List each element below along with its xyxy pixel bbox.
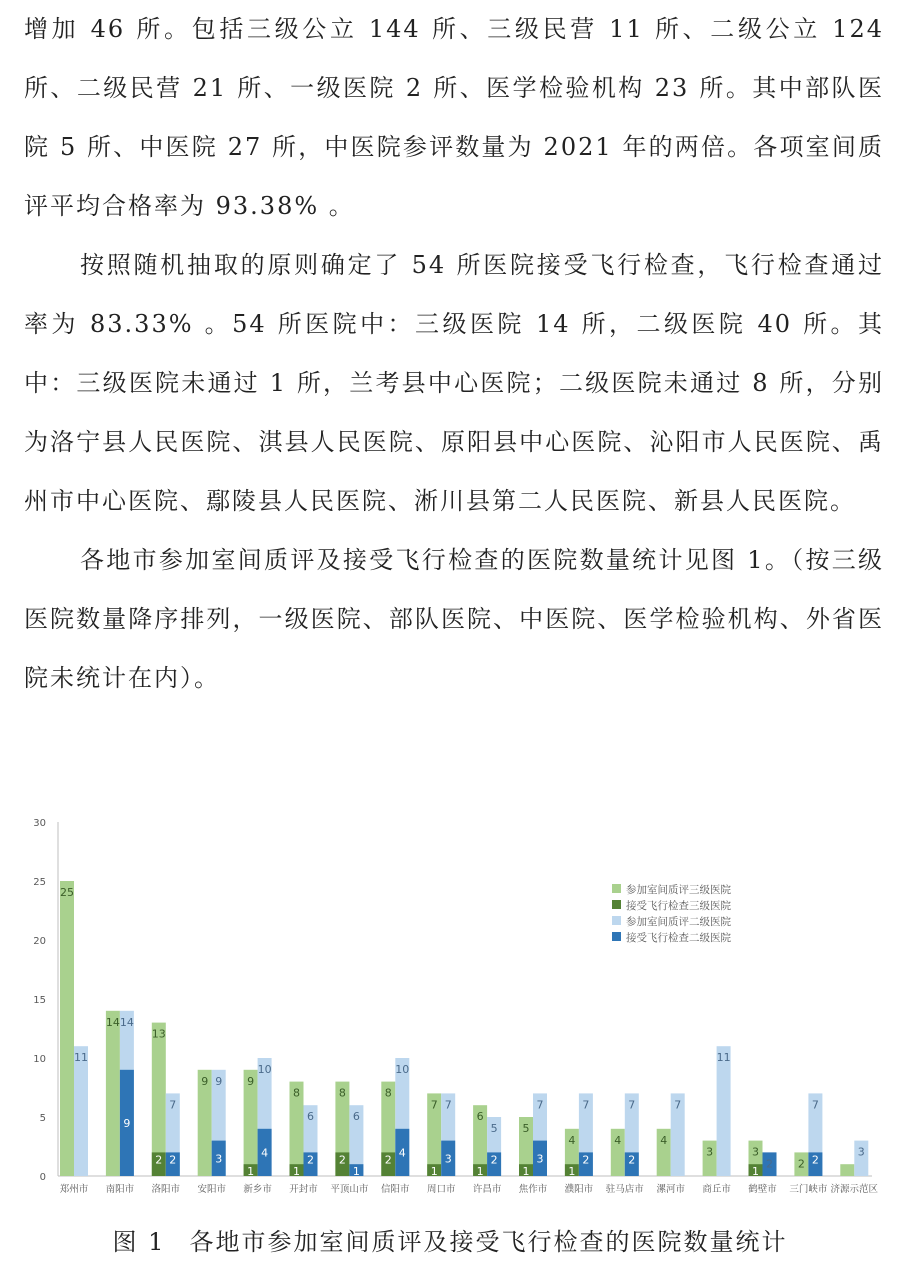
bar-value-label: 7 bbox=[811, 1098, 819, 1112]
y-tick-label: 10 bbox=[33, 1054, 46, 1065]
bar-value-label: 1 bbox=[476, 1165, 484, 1179]
bar-value-label: 13 bbox=[151, 1027, 166, 1041]
x-tick-label: 洛阳市 bbox=[151, 1184, 181, 1195]
bar-value-label: 2 bbox=[155, 1153, 163, 1167]
x-tick-label: 济源示范区 bbox=[830, 1184, 879, 1195]
y-tick-label: 15 bbox=[33, 995, 46, 1006]
bar-value-label: 9 bbox=[201, 1074, 209, 1088]
bar-value-label: 1 bbox=[568, 1165, 576, 1179]
bar-value-label: 7 bbox=[444, 1098, 452, 1112]
legend-swatch-3 bbox=[612, 916, 621, 925]
bar-value-label: 7 bbox=[536, 1098, 544, 1112]
x-tick-label: 平顶山市 bbox=[330, 1184, 369, 1195]
bar-value-label: 2 bbox=[766, 1157, 773, 1171]
bar-value-label: 2 bbox=[811, 1153, 819, 1167]
bar-value-label: 5 bbox=[522, 1122, 530, 1135]
bar-value-label: 7 bbox=[169, 1098, 177, 1112]
bar-value-label: 7 bbox=[582, 1098, 590, 1112]
y-tick-label: 5 bbox=[39, 1113, 46, 1124]
bar-value-label: 4 bbox=[568, 1133, 576, 1147]
x-tick-label: 三门峡市 bbox=[789, 1184, 828, 1195]
legend-swatch-4 bbox=[612, 932, 621, 941]
bar-value-label: 1 bbox=[752, 1165, 759, 1179]
bar-value-label: 8 bbox=[338, 1086, 346, 1100]
bar-value-label: 2 bbox=[582, 1153, 590, 1167]
bar-value-label: 8 bbox=[384, 1086, 392, 1100]
bar-value-label: 2 bbox=[307, 1153, 314, 1167]
bar-value-label: 8 bbox=[293, 1086, 300, 1100]
bar-1 bbox=[60, 881, 74, 1176]
chart-svg bbox=[22, 808, 882, 1208]
bar-value-label: 10 bbox=[257, 1063, 272, 1076]
bar-value-label: 3 bbox=[706, 1145, 714, 1159]
bar-value-label: 4 bbox=[398, 1146, 406, 1160]
y-tick-label: 0 bbox=[39, 1172, 46, 1183]
bar-value-label: 2 bbox=[338, 1153, 346, 1167]
legend-swatch-1 bbox=[612, 884, 621, 893]
bar-value-label: 1 bbox=[430, 1165, 438, 1179]
bar-value-label: 14 bbox=[119, 1015, 134, 1029]
bar-value-label: 5 bbox=[490, 1122, 498, 1135]
x-tick-label: 焦作市 bbox=[518, 1184, 548, 1195]
bar-value-label: 1 bbox=[522, 1165, 530, 1179]
bar-value-label: 2 bbox=[628, 1153, 636, 1167]
bar-value-label: 1 bbox=[352, 1165, 360, 1179]
bar-value-label: 3 bbox=[752, 1145, 759, 1159]
bar-value-label: 10 bbox=[395, 1063, 410, 1076]
body-text bbox=[24, 0, 884, 708]
x-tick-label: 开封市 bbox=[289, 1184, 318, 1195]
hospital-count-chart bbox=[22, 808, 882, 1208]
bar-value-label: 2 bbox=[384, 1153, 392, 1167]
legend-label-2: 接受飞行检查三级医院 bbox=[626, 900, 731, 912]
bar-value-label: 2 bbox=[169, 1153, 177, 1167]
figure-caption-label: 图 1 bbox=[112, 1228, 166, 1256]
bar-value-label: 3 bbox=[857, 1145, 865, 1159]
bar-value-label: 7 bbox=[430, 1098, 438, 1112]
bar-value-label: 9 bbox=[247, 1074, 255, 1088]
bar-value-label: 9 bbox=[215, 1074, 223, 1088]
figure-caption bbox=[0, 1222, 900, 1257]
legend-label-1: 参加室间质评三级医院 bbox=[626, 884, 731, 896]
legend-label-4: 接受飞行检查二级医院 bbox=[626, 932, 731, 944]
bar-value-label: 11 bbox=[74, 1051, 88, 1065]
bar-value-label: 9 bbox=[123, 1116, 131, 1130]
bar-value-label: 6 bbox=[352, 1110, 360, 1124]
bar-1 bbox=[106, 1011, 120, 1176]
y-tick-label: 30 bbox=[33, 818, 46, 829]
legend-label-3: 参加室间质评二级医院 bbox=[626, 916, 731, 928]
x-tick-label: 新乡市 bbox=[243, 1184, 272, 1195]
x-tick-label: 郑州市 bbox=[59, 1184, 89, 1195]
x-tick-label: 濮阳市 bbox=[564, 1184, 594, 1195]
bar-value-label: 2 bbox=[797, 1157, 805, 1171]
bar-value-label: 11 bbox=[716, 1051, 731, 1065]
bar-3 bbox=[717, 1046, 731, 1176]
paragraph-3: 各地市参加室间质评及接受飞行检查的医院数量统计见图 1。（按三级医院数量降序排列，一级医院、部队医院、中医院、医学检验机构、外省医院未统计在内）。 bbox=[24, 546, 884, 692]
bar-value-label: 4 bbox=[261, 1146, 269, 1160]
figure-caption-title: 各地市参加室间质评及接受飞行检查的医院数量统计 bbox=[189, 1228, 788, 1256]
x-tick-label: 商丘市 bbox=[702, 1184, 731, 1195]
x-tick-label: 周口市 bbox=[426, 1184, 456, 1195]
bar-value-label: 7 bbox=[628, 1098, 636, 1112]
bar-value-label: 14 bbox=[105, 1015, 120, 1029]
bar-value-label: 2 bbox=[490, 1153, 498, 1167]
x-tick-label: 信阳市 bbox=[381, 1184, 410, 1195]
bar-value-label: 6 bbox=[476, 1110, 484, 1124]
bar-value-label: 7 bbox=[674, 1098, 682, 1112]
bar-value-label: 25 bbox=[60, 886, 74, 899]
bar-value-label: 6 bbox=[307, 1110, 314, 1124]
bar-value-label: 4 bbox=[614, 1133, 622, 1147]
y-tick-label: 25 bbox=[33, 877, 46, 888]
bar-1 bbox=[840, 1164, 854, 1176]
x-tick-label: 许昌市 bbox=[472, 1184, 502, 1195]
y-tick-label: 20 bbox=[33, 936, 46, 947]
legend-swatch-2 bbox=[612, 900, 621, 909]
bar-value-label: 3 bbox=[215, 1152, 223, 1166]
x-tick-label: 驻马店市 bbox=[605, 1184, 644, 1195]
x-tick-label: 鹤壁市 bbox=[748, 1184, 777, 1195]
x-tick-label: 漯河市 bbox=[656, 1184, 685, 1195]
x-tick-label: 南阳市 bbox=[105, 1184, 135, 1195]
x-tick-label: 安阳市 bbox=[197, 1184, 226, 1195]
bar-value-label: 4 bbox=[660, 1133, 668, 1147]
paragraph-2: 按照随机抽取的原则确定了 54 所医院接受飞行检查，飞行检查通过率为 83.33% 。54 所医院中：三级医院 14 所，二级医院 40 所。其中：三级医院未通过 1 所，兰考县中心医院；二级医院未通过 8 所，分别为洛宁县人民医院、淇县人民医院、原阳县中心医院、沁阳市人民医院、禹州市中心医院、鄢陵县人民医院、淅川县第二人民医院、新县人民医院。 bbox=[24, 251, 884, 515]
bar-value-label: 1 bbox=[293, 1165, 300, 1179]
bar-3 bbox=[74, 1046, 88, 1176]
bar-value-label: 1 bbox=[247, 1165, 255, 1179]
bar-value-label: 3 bbox=[444, 1152, 452, 1166]
bar-value-label: 3 bbox=[536, 1152, 544, 1166]
paragraph-1: 增加 46 所。包括三级公立 144 所、三级民营 11 所、二级公立 124 所、二级民营 21 所、一级医院 2 所、医学检验机构 23 所。其中部队医院 5 所、中医院 27 所，中医院参评数量为 2021 年的两倍。各项室间质评平均合格率为 93.38% 。 bbox=[24, 15, 884, 220]
